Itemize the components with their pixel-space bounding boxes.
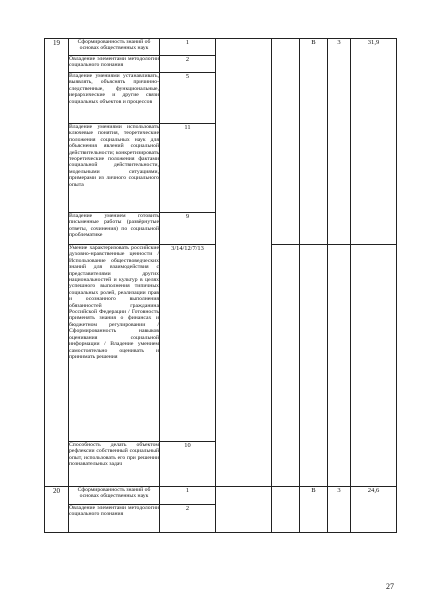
skill-description: Владение умениями использовать ключевые понятия, теоретические положения социальных наук для объяснения явлений социальной действительности; конкретизировать теоретические положения фактами социальной действительности, модельными ситуациями, примерами из личного социального опыта <box>69 124 160 213</box>
empty-cell <box>272 39 300 245</box>
assessment-table <box>44 38 397 533</box>
task-number: 2 <box>160 505 216 533</box>
empty-cell <box>351 245 397 487</box>
table-row <box>45 39 397 56</box>
empty-cell <box>300 245 328 487</box>
empty-cell <box>216 39 272 487</box>
difficulty-level: В <box>300 487 328 533</box>
max-points: 3 <box>328 39 351 245</box>
empty-cell <box>272 487 300 533</box>
task-number: 2 <box>160 56 216 73</box>
empty-cell <box>272 245 300 487</box>
task-number: 9 <box>160 213 216 245</box>
page-number: 27 <box>386 582 394 591</box>
task-number: 1 <box>160 39 216 56</box>
task-number: 3/14/12/7/13 <box>160 245 216 442</box>
completion-percent: 31,9 <box>351 39 397 245</box>
task-number: 5 <box>160 73 216 124</box>
skill-description: Сформированность знаний об основах общественных наук <box>69 39 160 56</box>
row-number: 20 <box>45 487 69 533</box>
empty-cell <box>216 487 272 533</box>
max-points: 3 <box>328 487 351 533</box>
task-number: 1 <box>160 487 216 505</box>
skill-description: Овладение элементами методологии социального познания <box>69 56 160 73</box>
difficulty-level: В <box>300 39 328 245</box>
skill-description: Владение умением готовить письменные работы (развёрнутые ответы, сочинения) по социальной проблематике <box>69 213 160 245</box>
skill-description: Способность делать объектом рефлексии собственный социальный опыт, использовать его при решении познавательных задач <box>69 442 160 487</box>
table-row <box>45 487 397 505</box>
empty-cell <box>328 245 351 487</box>
skill-description: Владение умениями устанавливать, выявлять, объяснять причинно-следственные, функциональные, иерархические и другие связи социальных объектов и процессов <box>69 73 160 124</box>
completion-percent: 24,6 <box>351 487 397 533</box>
skill-description: Овладение элементами методологии социального познания <box>69 505 160 533</box>
skill-description: Умение характеризовать российские духовно-нравственные ценности / Использование обществоведческих знаний для взаимодействия с представителями других национальностей и культур в целях успешного выполнения типичных социальных ролей, реализации прав и осознанного выполнения обязанностей гражданина Российской Федерации / Готовность применять знания о финансах и бюджетном регулировании / Сформированность навыков оценивания социальной информации / Владение умением самостоятельно оценивать и принимать решения <box>69 245 160 442</box>
task-number: 11 <box>160 124 216 213</box>
row-number: 19 <box>45 39 69 487</box>
skill-description: Сформированность знаний об основах общественных наук <box>69 487 160 505</box>
task-number: 10 <box>160 442 216 487</box>
